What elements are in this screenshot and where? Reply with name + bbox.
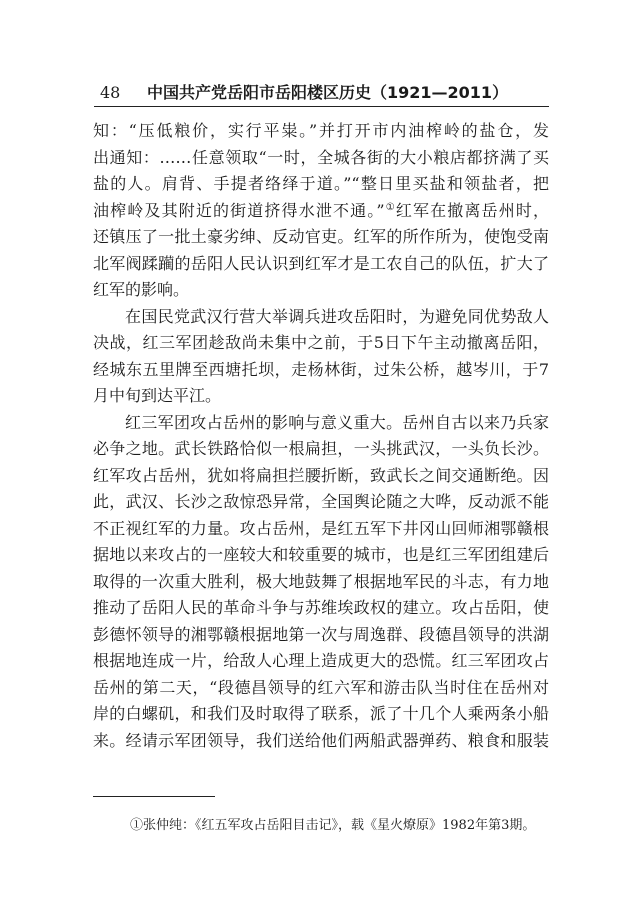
text-line: 此，武汉、长沙之敌惊恐异常，全国舆论随之大哗，反动派不能: [93, 492, 549, 511]
text-line: 月中旬到达平江。: [93, 386, 222, 405]
paragraph: [93, 410, 549, 755]
footnote-reference: ①: [384, 202, 396, 213]
text-line: 决战，红三军团趁敌尚未集中之前，于5日下午主动撤离岳阳，: [93, 333, 549, 352]
text-line: 红军攻占岳州，犹如将扁担拦腰折断，致武长之间交通断绝。因: [93, 465, 549, 485]
text-line: [93, 198, 549, 225]
page-number: 48: [100, 83, 121, 102]
text-line: 必争之地。武长铁路恰似一根扁担，一头挑武汉，一头负长沙。: [93, 439, 549, 458]
text-segment: 红军在撤离岳州时，: [395, 200, 549, 220]
text-line: 岸的白螺矶，和我们及时取得了联系，派了十几个人乘两条小船: [93, 704, 549, 723]
text-line: 据地以来攻占的一座较大和较重要的城市，也是红三军团组建后: [93, 545, 549, 564]
header-rule: [94, 106, 549, 107]
text-segment: 油榨岭及其附近的街道挤得水泄不通。”: [93, 200, 385, 220]
footnote-rule: [93, 796, 215, 797]
paragraph: [93, 304, 549, 410]
text-line: 出通知：……任意领取“一时，全城各街的大小粮店都挤满了买: [93, 147, 549, 167]
footnote: [130, 816, 550, 836]
text-line: 取得的一次重大胜利，极大地鼓舞了根据地军民的斗志，有力地: [93, 571, 549, 591]
footnote-text: 张仲纯：《红五军攻占岳阳目击记》，载《星火燎原》1982年第3期。: [143, 818, 536, 833]
body-text: [93, 118, 549, 754]
footnote-marker: ①: [130, 818, 144, 833]
text-line: 推动了岳阳人民的革命斗争与苏维埃政权的建立。攻占岳阳，使: [93, 598, 549, 617]
text-line: 彭德怀领导的湘鄂赣根据地第一次与周逸群、段德昌领导的洪湖: [93, 624, 549, 644]
text-line: 岳州的第二天，“段德昌领导的红六军和游击队当时住在岳州对: [93, 677, 549, 697]
book-title: 中国共产党岳阳市岳阳楼区历史（1921—2011）: [147, 83, 509, 102]
text-line: 红军的影响。: [93, 280, 190, 299]
paragraph: [93, 118, 549, 304]
text-line: 红三军团攻占岳州的影响与意义重大。岳州自古以来乃兵家: [125, 412, 549, 432]
text-line: 盐的人。肩背、手提者络绎于道。”“整日里买盐和领盐者，把: [93, 174, 549, 193]
text-line: 不正视红军的力量。攻占岳州，是红五军下井冈山回师湘鄂赣根: [93, 518, 549, 538]
text-line: 来。经请示军团领导，我们送给他们两船武器弹药、粮食和服装: [93, 730, 549, 750]
text-line: 经城东五里牌至西塘托坝，走杨林街，过朱公桥，越岑川，于7: [93, 359, 549, 379]
text-line: 北军阀蹂躏的岳阳人民认识到红军才是工农自己的队伍，扩大了: [93, 253, 549, 273]
text-line: 在国民党武汉行营大举调兵进攻岳阳时，为避免同优势敌人: [125, 306, 549, 326]
text-line: 根据地连成一片，给敌人心理上造成更大的恐慌。红三军团攻占: [93, 651, 549, 670]
text-line: 还镇压了一批土豪劣绅、反动官吏。红军的所作所为，使饱受南: [93, 227, 549, 246]
text-line: 知：“压低粮价，实行平粜。”并打开市内油榨岭的盐仓，发: [93, 121, 549, 140]
